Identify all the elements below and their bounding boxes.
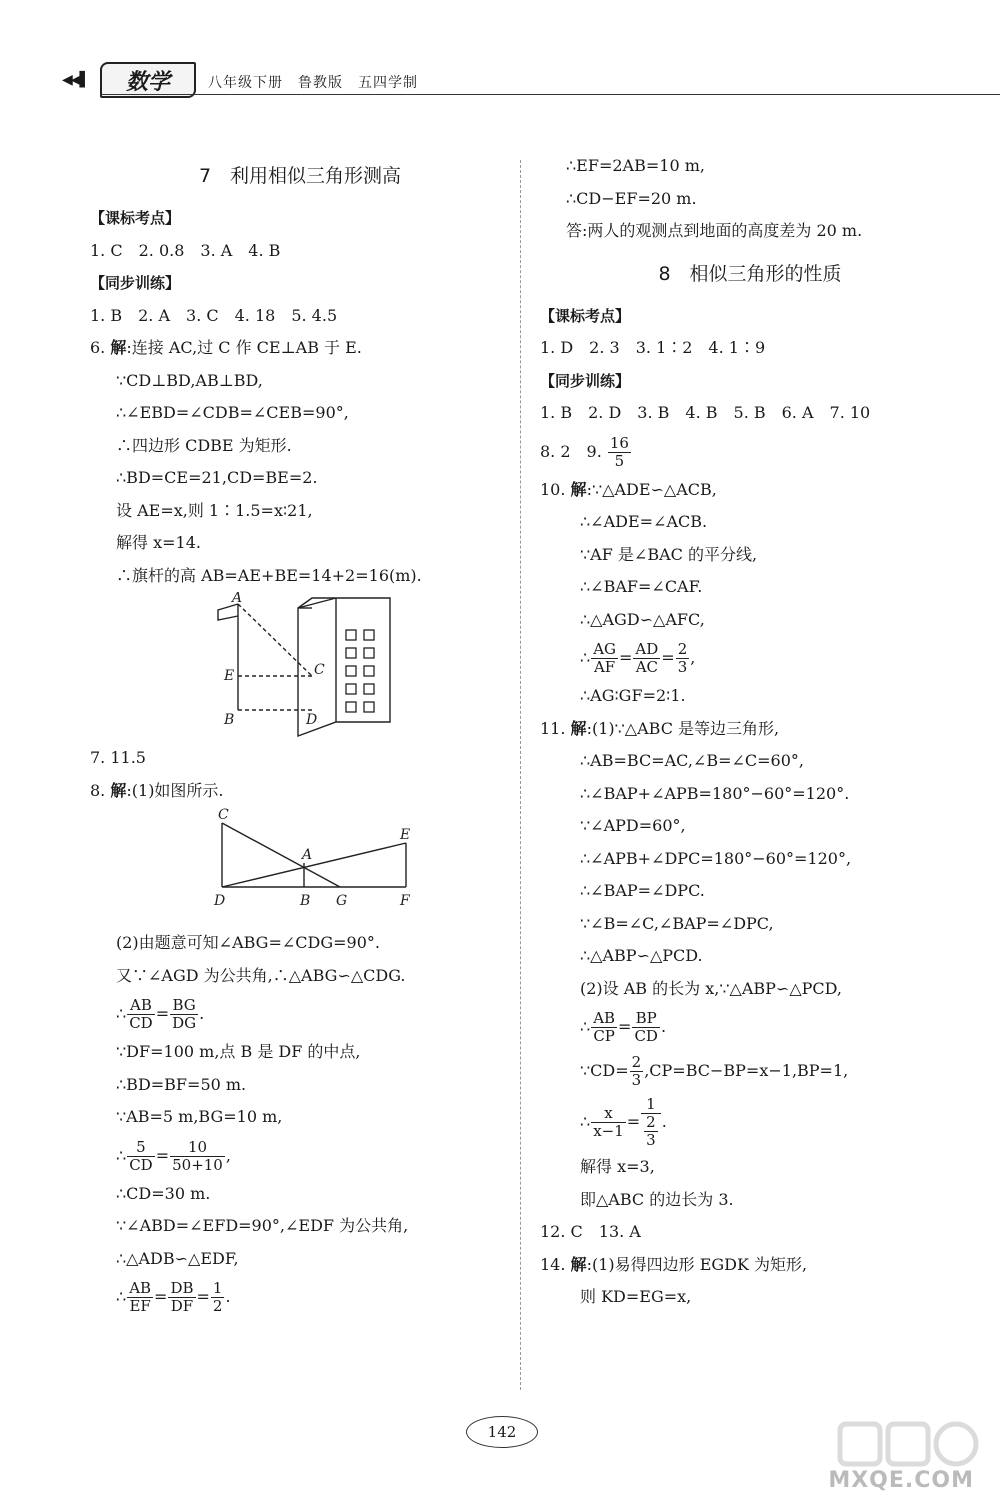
section-title-8: 8 相似三角形的性质 [658,262,842,285]
solution-line: ∵AF 是∠BAC 的平分线, [580,544,758,564]
left-column [90,150,510,1319]
compound-fraction: $\frac{1}{\frac{2}{3}}$ [641,1096,661,1149]
solution-line: 设 AE=x,则 1∶1.5=x∶21, [116,500,313,520]
solution-line: ∴AB=BC=AC,∠B=∠C=60°, [580,751,804,770]
fig2-label-C: C [218,807,229,823]
fraction-line: ∴ $\frac{x}{x-1}$ = $\frac{1}{\frac{2}{3}}$ . [580,1095,667,1149]
fraction: $\frac{16}{5}$ [609,433,629,470]
section-header: 【同步训练】 [540,371,631,390]
answer-line: 7. 11.5 [90,748,146,767]
solution-line: ∴AG∶GF=2∶1. [580,686,686,705]
answer-line [540,430,960,474]
fraction: $\frac{1}{2}$ [212,1279,223,1315]
fraction: $\frac{AB}{CP}$ [593,1009,616,1045]
question-number: 6. [90,338,106,357]
solution-line [90,775,510,808]
fraction-line: ∴ $\frac{5}{CD}$ = $\frac{10}{50+10}$ , [116,1137,231,1174]
fraction-prefix: ∴ [580,648,591,667]
solution-line: ∵∠APD=60°, [580,816,686,835]
solution-text: :(1)∵△ABC 是等边三角形, [586,718,780,738]
fig1-label-D: D [306,712,318,728]
solution-line: ∵∠ABD=∠EFD=90°,∠EDF 为公共角, [116,1216,409,1235]
solution-text: :(1)如图所示. [126,780,224,800]
subject-logo: 数学 [100,62,196,98]
solution-line: ∴∠BAP=∠DPC. [580,881,705,900]
solution-label: 解 [570,479,587,499]
fraction: $\frac{5}{CD}$ [129,1137,153,1174]
solution-line: ∴旗杆的高 AB=AE+BE=14+2=16(m). [116,565,422,585]
question-number: 14. [540,1254,566,1274]
solution-line: ∴BD=BF=50 m. [116,1074,247,1094]
answer-line: 1. C 2. 0.8 3. A 4. B [90,240,281,260]
solution-line: (2)设 AB 的长为 x,∵△ABP∽△PCD, [580,978,842,998]
page-number: 142 [466,1416,538,1448]
solution-line [90,332,510,365]
section-header: 【同步训练】 [90,274,181,292]
fig2-label-B: B [300,893,311,909]
solution-line [540,713,960,746]
section-header: 【课标考点】 [540,306,631,325]
solution-text: :(1)易得四边形 EGDK 为矩形, [586,1254,808,1274]
header-rule [100,94,1000,95]
fraction-prefix: ∴ [580,1017,591,1036]
fraction-prefix: ∴ [116,1287,127,1306]
solution-line: ∴∠EBD=∠CDB=∠CEB=90°, [116,403,349,422]
solution-line: ∵CD⊥BD,AB⊥BD, [116,370,263,390]
solution-line: 又∵∠AGD 为公共角,∴△ABG∽△CDG. [116,965,406,985]
fraction-prefix: ∴ [116,1004,127,1023]
solution-label: 解 [570,718,587,738]
solution-line: ∴△ABP∽△PCD. [580,946,703,965]
solution-line: 即△ABC 的边长为 3. [580,1189,734,1209]
solution-line: ∵DF=100 m,点 B 是 DF 的中点, [116,1042,361,1061]
figure-lines [90,807,510,927]
fraction: $\frac{AD}{AC}$ [635,640,659,676]
fraction: $\frac{AB}{CD}$ [129,996,153,1032]
solution-label: 解 [570,1254,587,1274]
solution-line: ∴∠APB+∠DPC=180°−60°=120°, [580,848,852,868]
fig2-label-A: A [302,847,313,863]
figure-flagpole [90,592,510,742]
fraction: $\frac{BG}{DG}$ [172,996,197,1032]
fig1-label-C: C [314,662,325,678]
page-header [40,60,960,100]
fraction: $\frac{2}{3}$ [646,1113,656,1149]
solution-line: ∴∠BAF=∠CAF. [580,577,703,596]
fraction-prefix: ∵CD= [580,1061,629,1080]
book-subtitle: 八年级下册 鲁教版 五四学制 [208,75,418,91]
solution-line: ∴△AGD∽△AFC, [580,609,705,629]
watermark-text: MXQE.COM [828,1468,974,1493]
fraction-line: ∴ $\frac{AG}{AF}$ = $\frac{AD}{AC}$ = $\frac{2}{3}$ , [580,640,696,676]
fraction: $\frac{10}{50+10}$ [172,1137,223,1174]
fig2-label-E: E [400,827,411,843]
section-title-7: 7 利用相似三角形测高 [198,165,402,187]
solution-line [540,474,960,507]
fraction-prefix: ∴ [580,1112,591,1131]
answer-line: 12. C 13. A [540,1222,641,1241]
fraction: $\frac{BP}{CD}$ [634,1009,658,1045]
fraction: $\frac{AB}{EF}$ [129,1279,152,1315]
solution-line: 解得 x=14. [116,533,201,552]
right-column [540,150,960,1314]
figure-flagpole-svg [90,592,510,742]
solution-line: ∴BD=CE=21,CD=BE=2. [116,468,318,487]
solution-line: 答:两人的观测点到地面的高度差为 20 m. [566,221,863,240]
fig1-label-E: E [224,668,235,684]
fig2-label-G: G [336,893,348,909]
solution-line: 则 KD=EG=x, [580,1287,692,1306]
solution-line: ∵∠B=∠C,∠BAP=∠DPC, [580,913,774,933]
fig2-label-F: F [400,893,410,909]
section-header: 【课标考点】 [90,209,181,227]
fig2-label-D: D [214,893,226,909]
solution-text: :∵△ADE∽△ACB, [586,479,717,499]
fraction: $\frac{AG}{AF}$ [593,640,617,676]
fraction: $\frac{x}{x-1}$ [593,1104,624,1140]
solution-line: (2)由题意可知∠ABG=∠CDG=90°. [116,933,380,952]
solution-line: ∴四边形 CDBE 为矩形. [116,435,292,455]
solution-label: 解 [110,338,127,357]
fraction-line: ∴ $\frac{AB}{CP}$ = $\frac{BP}{CD}$ . [580,1009,667,1045]
solution-line: ∴CD=30 m. [116,1183,211,1203]
question-number: 11. [540,718,566,738]
fraction-line: ∴ $\frac{AB}{CD}$ = $\frac{BG}{DG}$ . [116,996,205,1032]
header-decoration: ◀◀▌ [62,72,89,88]
solution-line: ∴∠BAP+∠APB=180°−60°=120°. [580,783,850,803]
answer-text: 8. 2 9. [540,441,607,461]
solution-line: ∴EF=2AB=10 m, [566,156,705,175]
fraction-line: ∴ $\frac{AB}{EF}$ = $\frac{DB}{DF}$ = $\frac{1}{2}$ . [116,1279,231,1315]
answer-line: 1. B 2. A 3. C 4. 18 5. 4.5 [90,305,338,325]
question-number: 10. [540,479,566,499]
figure-lines-svg [90,807,510,927]
fraction-prefix: ∴ [116,1145,127,1165]
fraction: $\frac{2}{3}$ [677,640,688,676]
fig1-label-A: A [232,592,243,606]
solution-line: ∴△ADB∽△EDF, [116,1248,239,1268]
solution-line: ∴∠ADE=∠ACB. [580,512,708,531]
fraction: $\frac{2}{3}$ [631,1053,642,1089]
fig1-label-B: B [224,712,235,728]
fraction-line: ∵CD= $\frac{2}{3}$ ,CP=BC−BP=x−1,BP=1, [580,1053,849,1089]
answer-line: 1. B 2. D 3. B 4. B 5. B 6. A 7. 10 [540,403,871,422]
solution-line: 解得 x=3, [580,1157,655,1176]
solution-text: :连接 AC,过 C 作 CE⊥AB 于 E. [126,338,362,357]
fraction: $\frac{DB}{DF}$ [170,1279,194,1315]
solution-line [540,1249,960,1282]
answer-line: 1. D 2. 3 3. 1∶2 4. 1∶9 [540,338,766,357]
solution-line: ∴CD−EF=20 m. [566,188,697,208]
solution-line: ∵AB=5 m,BG=10 m, [116,1107,283,1126]
column-divider [520,160,521,1390]
solution-label: 解 [110,780,127,800]
question-number: 8. [90,780,106,800]
